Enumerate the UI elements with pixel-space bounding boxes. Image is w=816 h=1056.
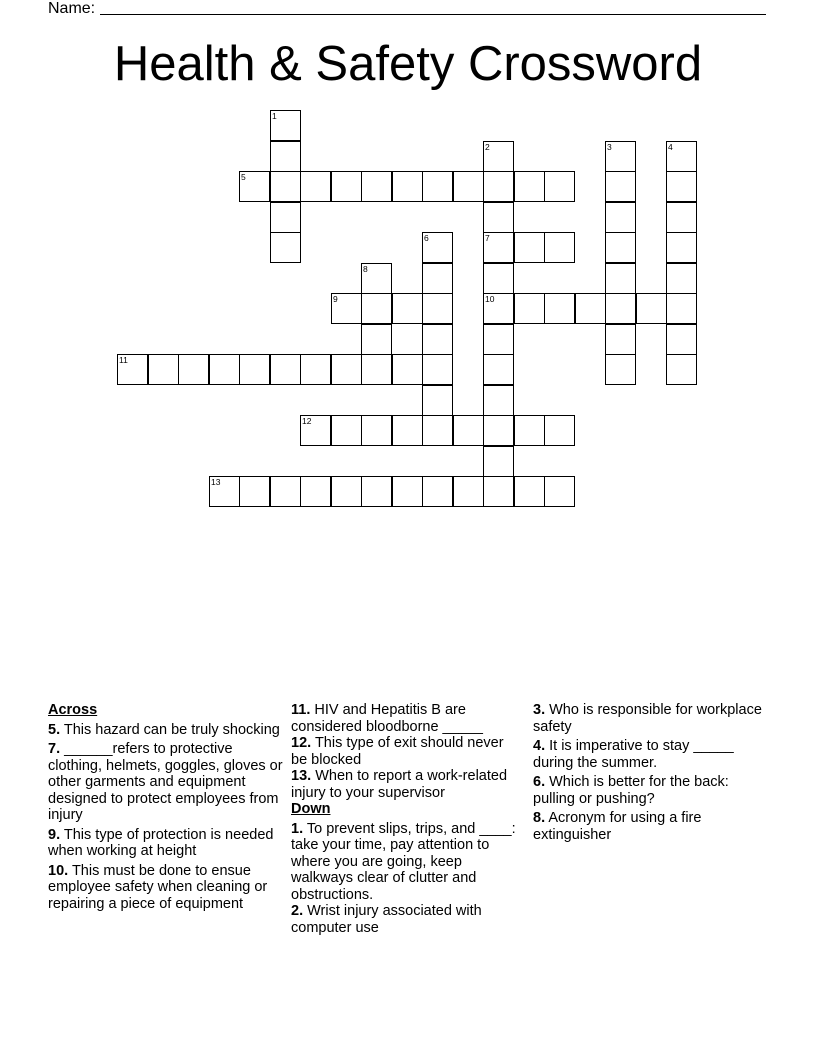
grid-cell[interactable] (178, 354, 209, 385)
grid-cell[interactable] (270, 110, 301, 141)
grid-cell[interactable] (483, 171, 514, 202)
clue-text: Wrist injury associated with computer use (291, 903, 482, 936)
grid-cell[interactable] (422, 324, 453, 355)
grid-cell[interactable] (453, 171, 484, 202)
clue-number-label: 4 (668, 142, 673, 152)
grid-cell[interactable] (514, 415, 545, 446)
grid-cell[interactable] (514, 232, 545, 263)
grid-cell[interactable] (392, 354, 423, 385)
grid-cell[interactable] (666, 202, 697, 233)
clue-number: 12. (291, 735, 312, 751)
grid-cell[interactable] (483, 263, 514, 294)
clue-down-4 (533, 738, 773, 771)
clue-text: This type of exit should never be blocked (291, 735, 504, 768)
clue-down-1 (291, 821, 521, 904)
clue-across-12 (291, 735, 521, 768)
clue-number: 6. (533, 774, 546, 790)
grid-cell[interactable] (209, 354, 240, 385)
grid-cell[interactable] (270, 202, 301, 233)
clues-column-1 (48, 702, 284, 915)
clue-number-label: 1 (272, 111, 277, 121)
grid-cell[interactable] (605, 202, 636, 233)
grid-cell[interactable] (300, 415, 331, 446)
clue-number: 8. (533, 810, 546, 826)
clue-number: 11. (291, 702, 311, 718)
grid-cell[interactable] (483, 476, 514, 507)
grid-cell[interactable] (666, 354, 697, 385)
clue-number-label: 13 (211, 477, 221, 487)
grid-cell[interactable] (270, 141, 301, 172)
grid-cell[interactable] (270, 354, 301, 385)
across-heading: Across (48, 702, 98, 718)
grid-cell[interactable] (483, 202, 514, 233)
grid-cell[interactable] (422, 232, 453, 263)
grid-cell[interactable] (331, 476, 362, 507)
grid-cell[interactable] (483, 354, 514, 385)
clue-text: Acronym for using a fire extinguisher (533, 810, 702, 843)
clue-text: This type of protection is needed when working at height (48, 826, 274, 859)
clue-down-3 (533, 702, 773, 735)
grid-cell[interactable] (270, 171, 301, 202)
grid-cell[interactable] (209, 476, 240, 507)
grid-cell[interactable] (636, 293, 667, 324)
clue-number: 7. (48, 741, 61, 757)
clue-text: It is imperative to stay _____ during the summer. (533, 738, 734, 771)
grid-cell[interactable] (514, 293, 545, 324)
grid-cell[interactable] (605, 354, 636, 385)
clue-across-10 (48, 863, 284, 913)
grid-cell[interactable] (422, 171, 453, 202)
grid-cell[interactable] (605, 141, 636, 172)
clue-number: 13. (291, 768, 312, 784)
grid-cell[interactable] (270, 476, 301, 507)
grid-cell[interactable] (422, 476, 453, 507)
grid-cell[interactable] (483, 324, 514, 355)
grid-cell[interactable] (331, 293, 362, 324)
clue-text: Who is responsible for workplace safety (533, 702, 762, 735)
grid-cell[interactable] (666, 141, 697, 172)
grid-cell[interactable] (148, 354, 179, 385)
clue-text: This hazard can be truly shocking (63, 721, 280, 738)
grid-cell[interactable] (483, 415, 514, 446)
clue-number-label: 12 (302, 416, 312, 426)
clue-number: 10. (48, 862, 69, 879)
grid-cell[interactable] (392, 293, 423, 324)
grid-cell[interactable] (239, 171, 270, 202)
grid-cell[interactable] (392, 171, 423, 202)
grid-cell[interactable] (666, 324, 697, 355)
grid-cell[interactable] (422, 293, 453, 324)
grid-cell[interactable] (300, 354, 331, 385)
clue-text: Which is better for the back: pulling or pushing? (533, 774, 729, 807)
clue-number: 4. (533, 738, 546, 754)
grid-cell[interactable] (331, 415, 362, 446)
clue-number-label: 2 (485, 142, 490, 152)
grid-cell[interactable] (483, 385, 514, 416)
clues-column-2 (291, 702, 521, 939)
grid-cell[interactable] (331, 171, 362, 202)
grid-cell[interactable] (392, 476, 423, 507)
clue-text: This must be done to ensue employee safety when cleaning or repairing a piece of equipment (48, 862, 268, 912)
grid-cell[interactable] (392, 415, 423, 446)
grid-cell[interactable] (605, 232, 636, 263)
grid-cell[interactable] (239, 476, 270, 507)
clue-down-2 (291, 903, 521, 936)
page-title: Health & Safety Crossword (113, 37, 703, 91)
grid-cell[interactable] (483, 446, 514, 477)
clue-across-13 (291, 768, 521, 801)
grid-cell[interactable] (544, 476, 575, 507)
grid-cell[interactable] (422, 354, 453, 385)
name-label: Name: (48, 0, 96, 17)
grid-cell[interactable] (300, 171, 331, 202)
grid-cell[interactable] (483, 232, 514, 263)
grid-cell[interactable] (544, 293, 575, 324)
grid-cell[interactable] (361, 476, 392, 507)
clue-down-6 (533, 774, 773, 807)
clue-number-label: 5 (241, 172, 246, 182)
grid-cell[interactable] (361, 263, 392, 294)
clue-number-label: 10 (485, 294, 495, 304)
clue-number-label: 8 (363, 264, 368, 274)
clue-number: 3. (533, 702, 546, 718)
grid-cell[interactable] (605, 293, 636, 324)
grid-cell[interactable] (361, 171, 392, 202)
grid-cell[interactable] (270, 232, 301, 263)
grid-cell[interactable] (483, 293, 514, 324)
grid-cell[interactable] (605, 324, 636, 355)
clue-text: ______refers to protective clothing, helmets, goggles, gloves or other garments and equipment designed to protect employees from injury (48, 741, 283, 823)
clue-number-label: 6 (424, 233, 429, 243)
clue-across-5 (48, 722, 284, 739)
grid-cell[interactable] (514, 171, 545, 202)
grid-cell[interactable] (453, 476, 484, 507)
clue-number: 9. (48, 826, 61, 843)
grid-cell[interactable] (544, 415, 575, 446)
grid-cell[interactable] (666, 263, 697, 294)
clue-number: 1. (291, 820, 304, 837)
grid-cell[interactable] (544, 171, 575, 202)
grid-cell[interactable] (361, 293, 392, 324)
grid-cell[interactable] (239, 354, 270, 385)
grid-cell[interactable] (117, 354, 148, 385)
clue-number: 2. (291, 903, 304, 919)
clue-number: 5. (48, 721, 61, 738)
grid-cell[interactable] (300, 476, 331, 507)
clue-text: When to report a work-related injury to your supervisor (291, 768, 508, 801)
clue-number-label: 3 (607, 142, 612, 152)
grid-cell[interactable] (575, 293, 606, 324)
clue-down-8 (533, 810, 773, 843)
grid-cell[interactable] (605, 263, 636, 294)
clue-across-7 (48, 741, 284, 824)
grid-cell[interactable] (666, 293, 697, 324)
clue-number-label: 9 (333, 294, 338, 304)
grid-cell[interactable] (361, 415, 392, 446)
clue-across-11 (291, 702, 521, 735)
grid-cell[interactable] (453, 415, 484, 446)
clues-column-3 (533, 702, 773, 846)
grid-cell[interactable] (605, 171, 636, 202)
clue-number-label: 7 (485, 233, 490, 243)
clue-across-9 (48, 827, 284, 860)
down-heading: Down (291, 801, 331, 817)
grid-cell[interactable] (422, 263, 453, 294)
grid-cell[interactable] (422, 385, 453, 416)
grid-cell[interactable] (361, 324, 392, 355)
grid-cell[interactable] (422, 415, 453, 446)
grid-cell[interactable] (544, 232, 575, 263)
clue-text: To prevent slips, trips, and ____: take your time, pay attention to where you are going, keep walkways clear of clutter and obstructions. (291, 820, 516, 903)
grid-cell[interactable] (331, 354, 362, 385)
clue-text: HIV and Hepatitis B are considered bloodborne _____ (291, 702, 483, 735)
grid-cell[interactable] (483, 141, 514, 172)
grid-cell[interactable] (361, 354, 392, 385)
grid-cell[interactable] (666, 232, 697, 263)
clue-number-label: 11 (119, 355, 128, 365)
grid-cell[interactable] (666, 171, 697, 202)
grid-cell[interactable] (514, 476, 545, 507)
